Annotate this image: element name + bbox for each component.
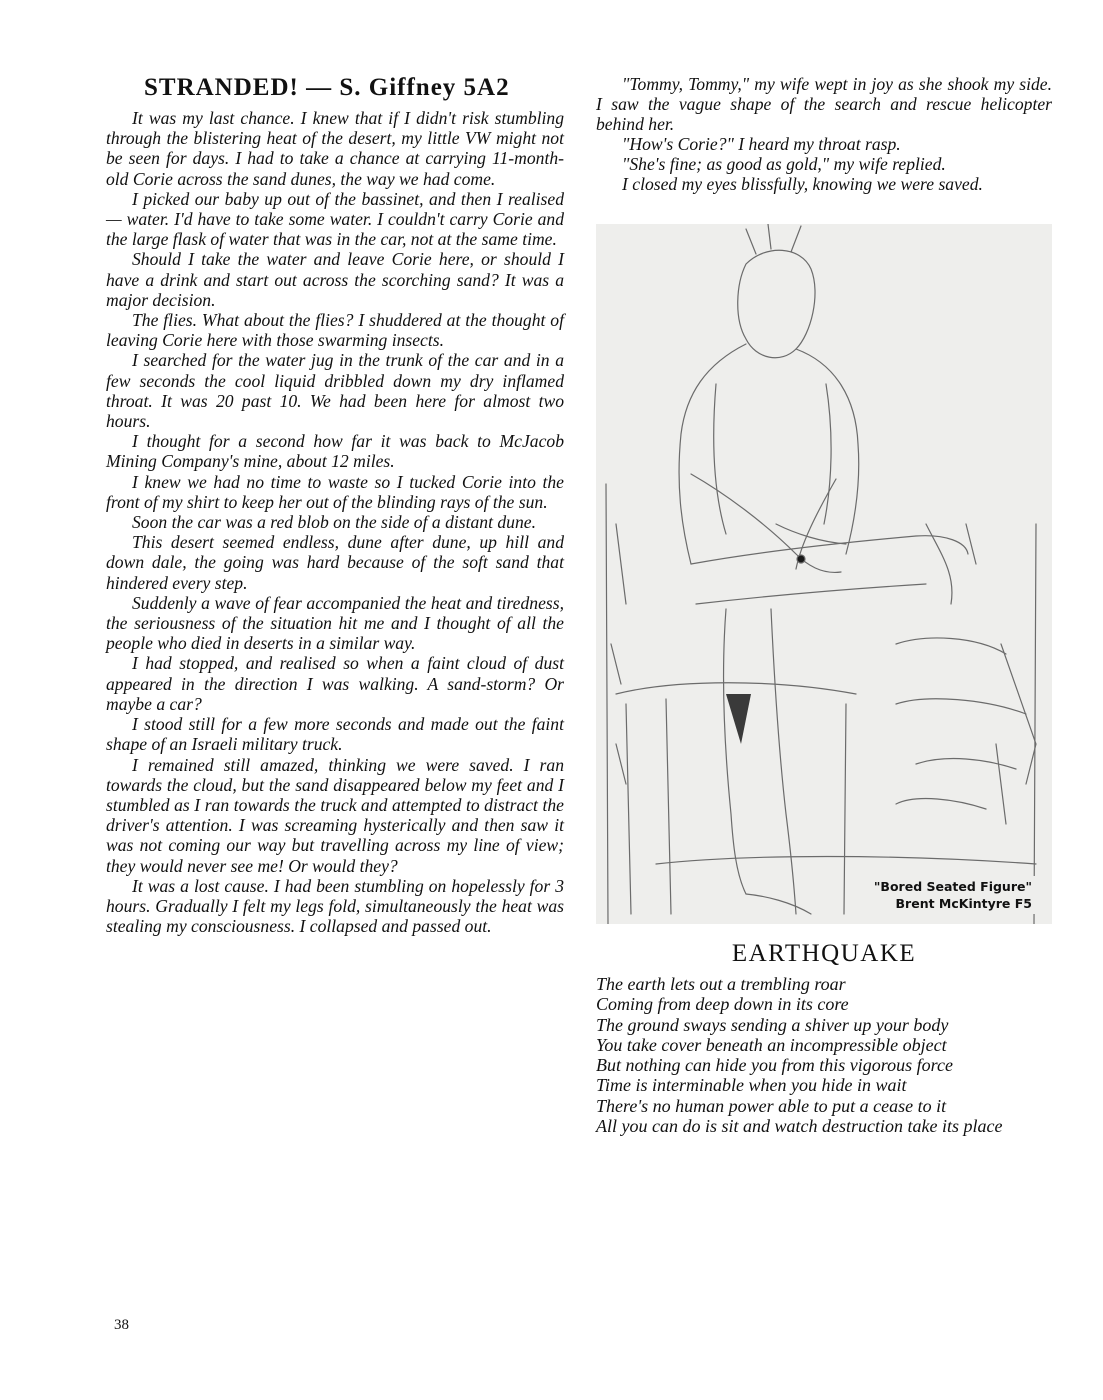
- story-paragraph: I had stopped, and realised so when a faint cloud of dust appeared in the direction I was walking. A sand-storm? Or maybe a car?: [106, 653, 564, 714]
- poem-line: All you can do is sit and watch destruction take its place: [596, 1116, 1003, 1137]
- story-paragraph: I stood still for a few more seconds and made out the faint shape of an Israeli military truck.: [106, 714, 564, 755]
- pencil-sketch-image: [596, 224, 1052, 924]
- story-paragraph: It was a lost cause. I had been stumbling on hopelessly for 3 hours. Gradually I felt my legs fold, simultaneously the heat was stealing my consciousness. I collapsed and passed out.: [106, 875, 564, 937]
- story-title: STRANDED! — S. Giffney 5A2: [144, 74, 510, 101]
- story-paragraph: It was my last chance. I knew that if I didn't risk stumbling through the blistering heat of the desert, my little VW might not be seen for days. I had to take a chance at carrying 11-month-old Corie across the sand dunes, the way we had come.: [106, 108, 564, 189]
- story-paragraph: I closed my eyes blissfully, knowing we were saved.: [622, 174, 983, 194]
- story-paragraph: Should I take the water and leave Corie here, or should I have a drink and start out across the scorching sand? It was a major decision.: [106, 249, 564, 310]
- poem-line: The ground sways sending a shiver up your body: [596, 1014, 949, 1035]
- drawing-caption: [870, 876, 1036, 914]
- story-paragraph: This desert seemed endless, dune after dune, up hill and down dale, the going was hard because of the soft sand that hindered every step.: [106, 532, 564, 593]
- poem-line: Time is interminable when you hide in wait: [596, 1075, 907, 1096]
- right-column: [596, 74, 1052, 1136]
- story-paragraph: The flies. What about the flies? I shuddered at the thought of leaving Corie here with those swarming insects.: [106, 310, 564, 351]
- story-paragraph: Suddenly a wave of fear accompanied the heat and tiredness, the seriousness of the situation hit me and I thought of all the people who died in deserts in a similar way.: [106, 592, 564, 654]
- story-paragraph: I remained still amazed, thinking we were saved. I ran towards the cloud, but the sand disappeared below my feet and I stumbled as I ran towards the truck and attempted to distract the driver's attention. I was screaming hysterically and then saw it was not coming our way but travelling across my line of view; they would never see me! Or would they?: [106, 754, 564, 876]
- story-continuation: [596, 74, 1052, 194]
- poem-line: You take cover beneath an incompressible object: [596, 1034, 947, 1055]
- poem-line: Coming from deep down in its core: [596, 994, 849, 1015]
- story-paragraph: "How's Corie?" I heard my throat rasp.: [622, 134, 901, 154]
- poem-line: The earth lets out a trembling roar: [596, 974, 846, 994]
- story-paragraph: "She's fine; as good as gold," my wife replied.: [622, 154, 946, 174]
- story-paragraph: I searched for the water jug in the trunk of the car and in a few seconds the cool liquid dribbled down my dry inflamed throat. It was 20 past 10. We had been here for almost two hours.: [106, 350, 564, 432]
- story-paragraph: I thought for a second how far it was back to McJacob Mining Company's mine, about 12 miles.: [106, 431, 564, 472]
- page-number: 38: [114, 1317, 129, 1333]
- story-column: [106, 74, 564, 936]
- story-paragraph: Soon the car was a red blob on the side of a distant dune.: [132, 512, 536, 533]
- poem-line: But nothing can hide you from this vigorous force: [596, 1055, 953, 1076]
- caption-artist: Brent McKintyre F5: [895, 896, 1032, 911]
- seated-figure-drawing: [596, 224, 1052, 924]
- poem-title: EARTHQUAKE: [731, 940, 917, 967]
- story-paragraph: I picked our baby up out of the bassinet, and then I realised — water. I'd have to take some water. I couldn't carry Corie and the large flask of water that was in the car, not at the same time.: [106, 188, 564, 250]
- story-paragraph: "Tommy, Tommy," my wife wept in joy as she shook my side. I saw the vague shape of the search and rescue helicopter behind her.: [596, 74, 1052, 134]
- poem-line: There's no human power able to put a cease to it: [596, 1095, 947, 1116]
- poem: [596, 940, 1052, 1136]
- story-paragraph: I knew we had no time to waste so I tucked Corie into the front of my shirt to keep her out of the blinding rays of the sun.: [106, 471, 564, 512]
- caption-title: "Bored Seated Figure": [873, 879, 1032, 894]
